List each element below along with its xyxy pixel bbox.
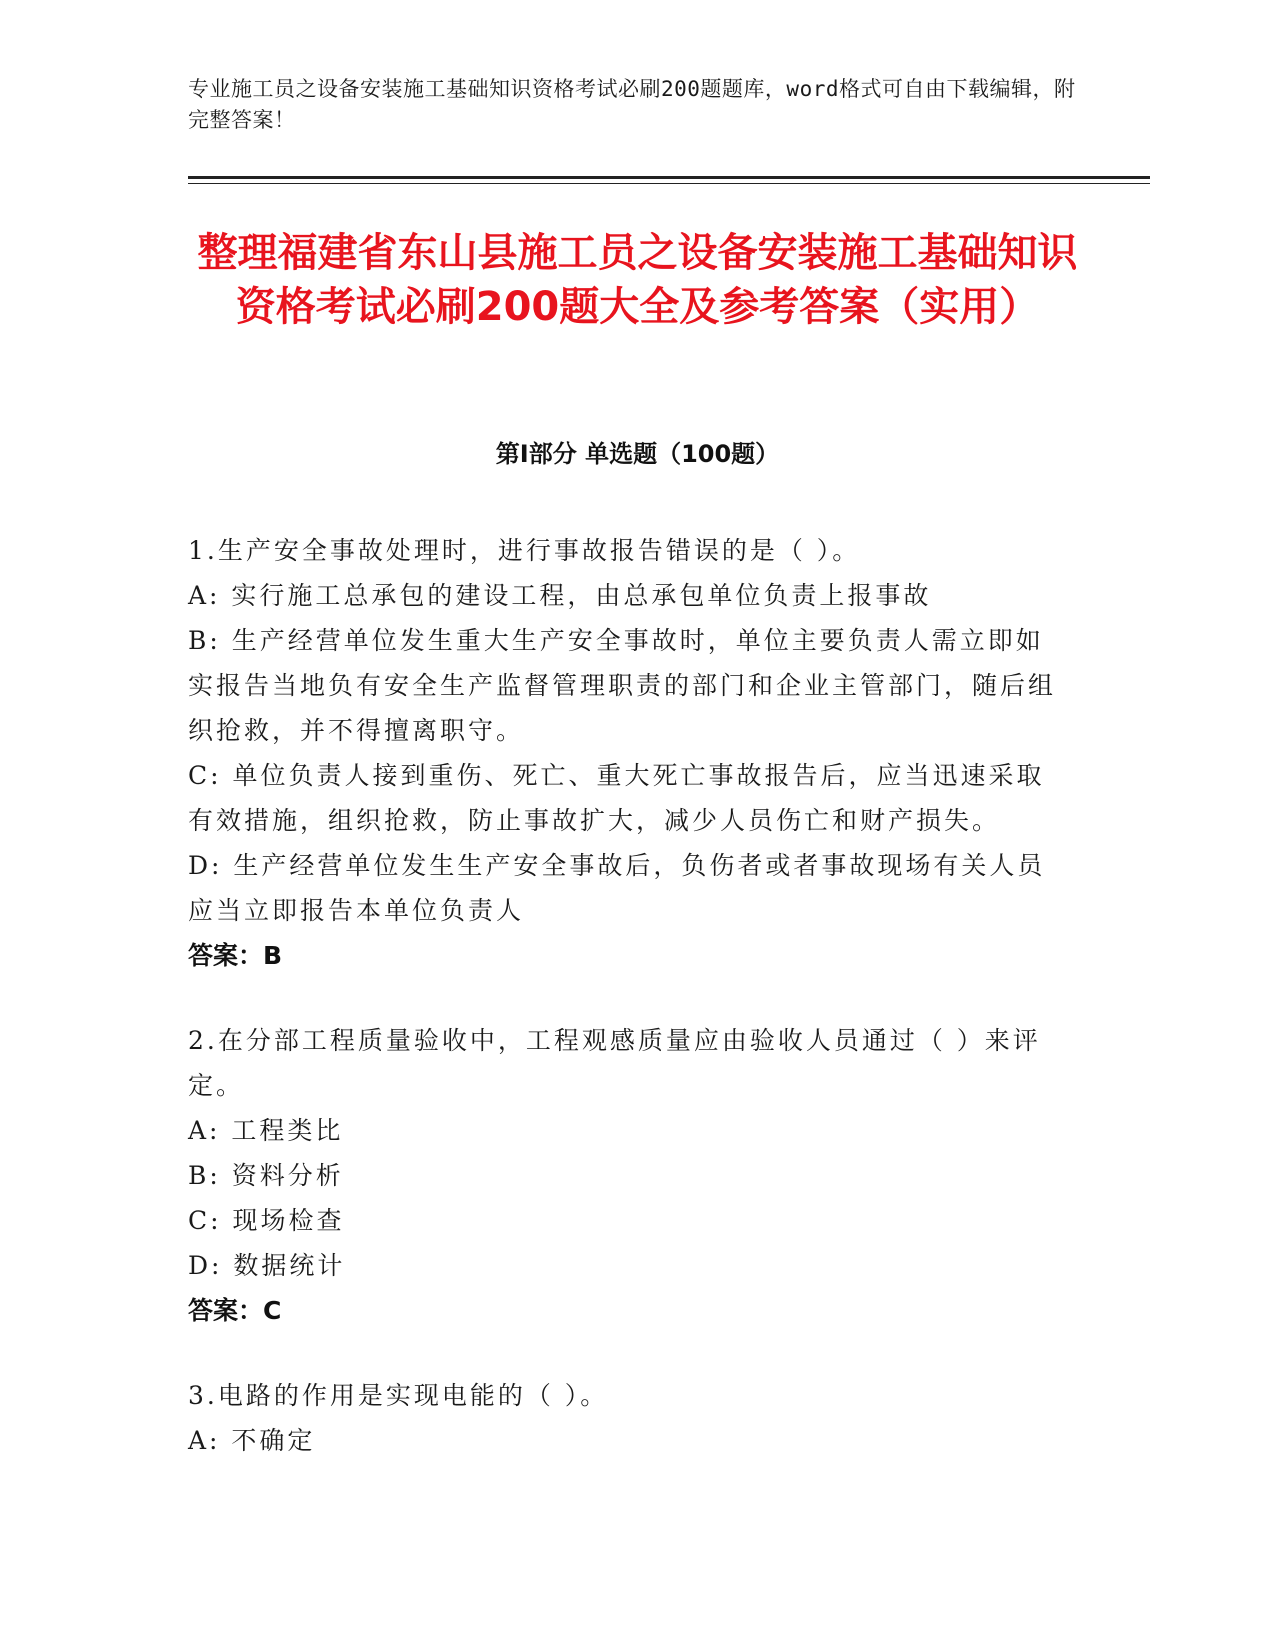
question-option-a: A: 工程类比	[188, 1116, 344, 1145]
header-divider-thick	[188, 176, 1150, 179]
section-heading: 第Ⅰ部分 单选题（100题）	[495, 440, 780, 468]
question-option-b: B: 资料分析	[188, 1161, 344, 1190]
question-option-d: D: 生产经营单位发生生产安全事故后，负伤者或者事故现场有关人员应当立即报告本单位负责人	[188, 851, 1046, 925]
question-option-c: C: 单位负责人接到重伤、死亡、重大死亡事故报告后，应当迅速采取有效措施，组织抢救，防止事故扩大，减少人员伤亡和财产损失。	[188, 761, 1045, 835]
question-option-d: D: 数据统计	[188, 1251, 346, 1280]
question-text: 1.生产安全事故处理时，进行事故报告错误的是（ ）。	[188, 536, 861, 565]
question-option-b: B: 生产经营单位发生重大生产安全事故时，单位主要负责人需立即如实报告当地负有安全生产监督管理职责的部门和企业主管部门，随后组织抢救，并不得擅离职守。	[188, 626, 1057, 745]
question-item	[188, 1018, 1068, 1333]
question-answer: 答案：C	[188, 1296, 282, 1325]
question-option-c: C: 现场检查	[188, 1206, 345, 1235]
question-text: 3.电路的作用是实现电能的（ ）。	[188, 1381, 609, 1410]
document-title: 整理福建省东山县施工员之设备安装施工基础知识资格考试必刷200题大全及参考答案（实用）	[197, 230, 1078, 330]
question-option-a: A: 实行施工总承包的建设工程，由总承包单位负责上报事故	[188, 581, 932, 610]
question-answer: 答案：B	[188, 941, 283, 970]
question-text: 2.在分部工程质量验收中，工程观感质量应由验收人员通过（ ）来评定。	[188, 1026, 1041, 1100]
question-item	[188, 528, 1068, 978]
header-divider-thin	[188, 183, 1150, 184]
header-note: 专业施工员之设备安装施工基础知识资格考试必刷200题题库，word格式可自由下载编辑，附完整答案！	[188, 77, 1076, 132]
question-option-a: A: 不确定	[188, 1426, 316, 1455]
question-item	[188, 1373, 1068, 1463]
question-list	[188, 528, 1068, 1503]
